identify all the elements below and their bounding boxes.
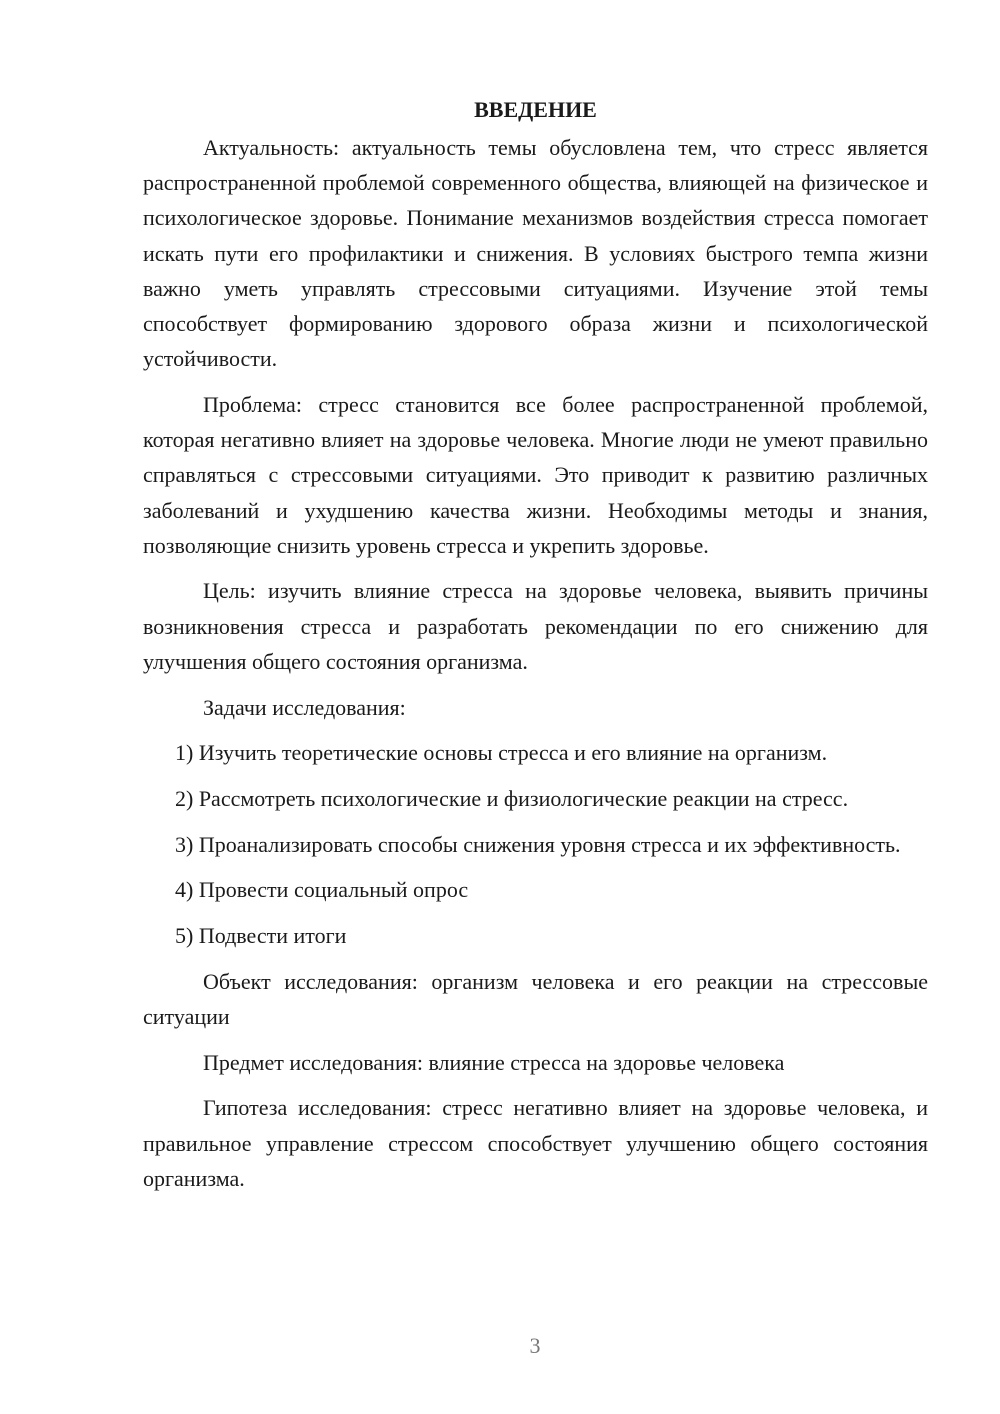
task-item: 4) Провести социальный опрос (175, 877, 469, 903)
paragraph-relevance: Актуальность: актуальность темы обусловлена тем, что стресс является распространенной проблемой современного общества, влияющей на физическое и психологическое здоровье. Понимание механизмов воздействия стресса помогает искать пути его профилактики и снижения. В условиях быстрого темпа жизни важно уметь управлять стрессовыми ситуациями. Изучение этой темы способствует формированию здорового образа жизни и психологической устойчивости. (143, 135, 928, 372)
task-item: 5) Подвести итоги (175, 923, 347, 949)
tasks-heading: Задачи исследования: (203, 694, 406, 720)
task-item: 1) Изучить теоретические основы стресса и его влияние на организм. (175, 740, 828, 766)
paragraph-subject: Предмет исследования: влияние стресса на здоровье человека (203, 1049, 785, 1075)
paragraph-object: Объект исследования: организм человека и его реакции на стрессовые ситуации (143, 968, 928, 1029)
paragraph-hypothesis: Гипотеза исследования: стресс негативно влияет на здоровье человека, и правильное управление стрессом способствует улучшению общего состояния организма. (143, 1095, 928, 1191)
page-number: 3 (529, 1333, 541, 1358)
paragraph-goal: Цель: изучить влияние стресса на здоровье человека, выявить причины возникновения стресса и разработать рекомендации по его снижению для улучшения общего состояния организма. (143, 578, 928, 674)
task-item: 2) Рассмотреть психологические и физиологические реакции на стресс. (175, 785, 849, 811)
paragraph-problem: Проблема: стресс становится все более распространенной проблемой, которая негативно влияет на здоровье человека. Многие люди не умеют правильно справляться с стрессовыми ситуациями. Это приводит к развитию различных заболеваний и ухудшению качества жизни. Необходимы методы и знания, позволяющие снизить уровень стресса и укрепить здоровье. (143, 391, 928, 558)
page-title: ВВЕДЕНИЕ (474, 97, 597, 122)
task-item: 3) Проанализировать способы снижения уровня стресса и их эффективность. (175, 831, 901, 857)
document-page (143, 92, 928, 1206)
